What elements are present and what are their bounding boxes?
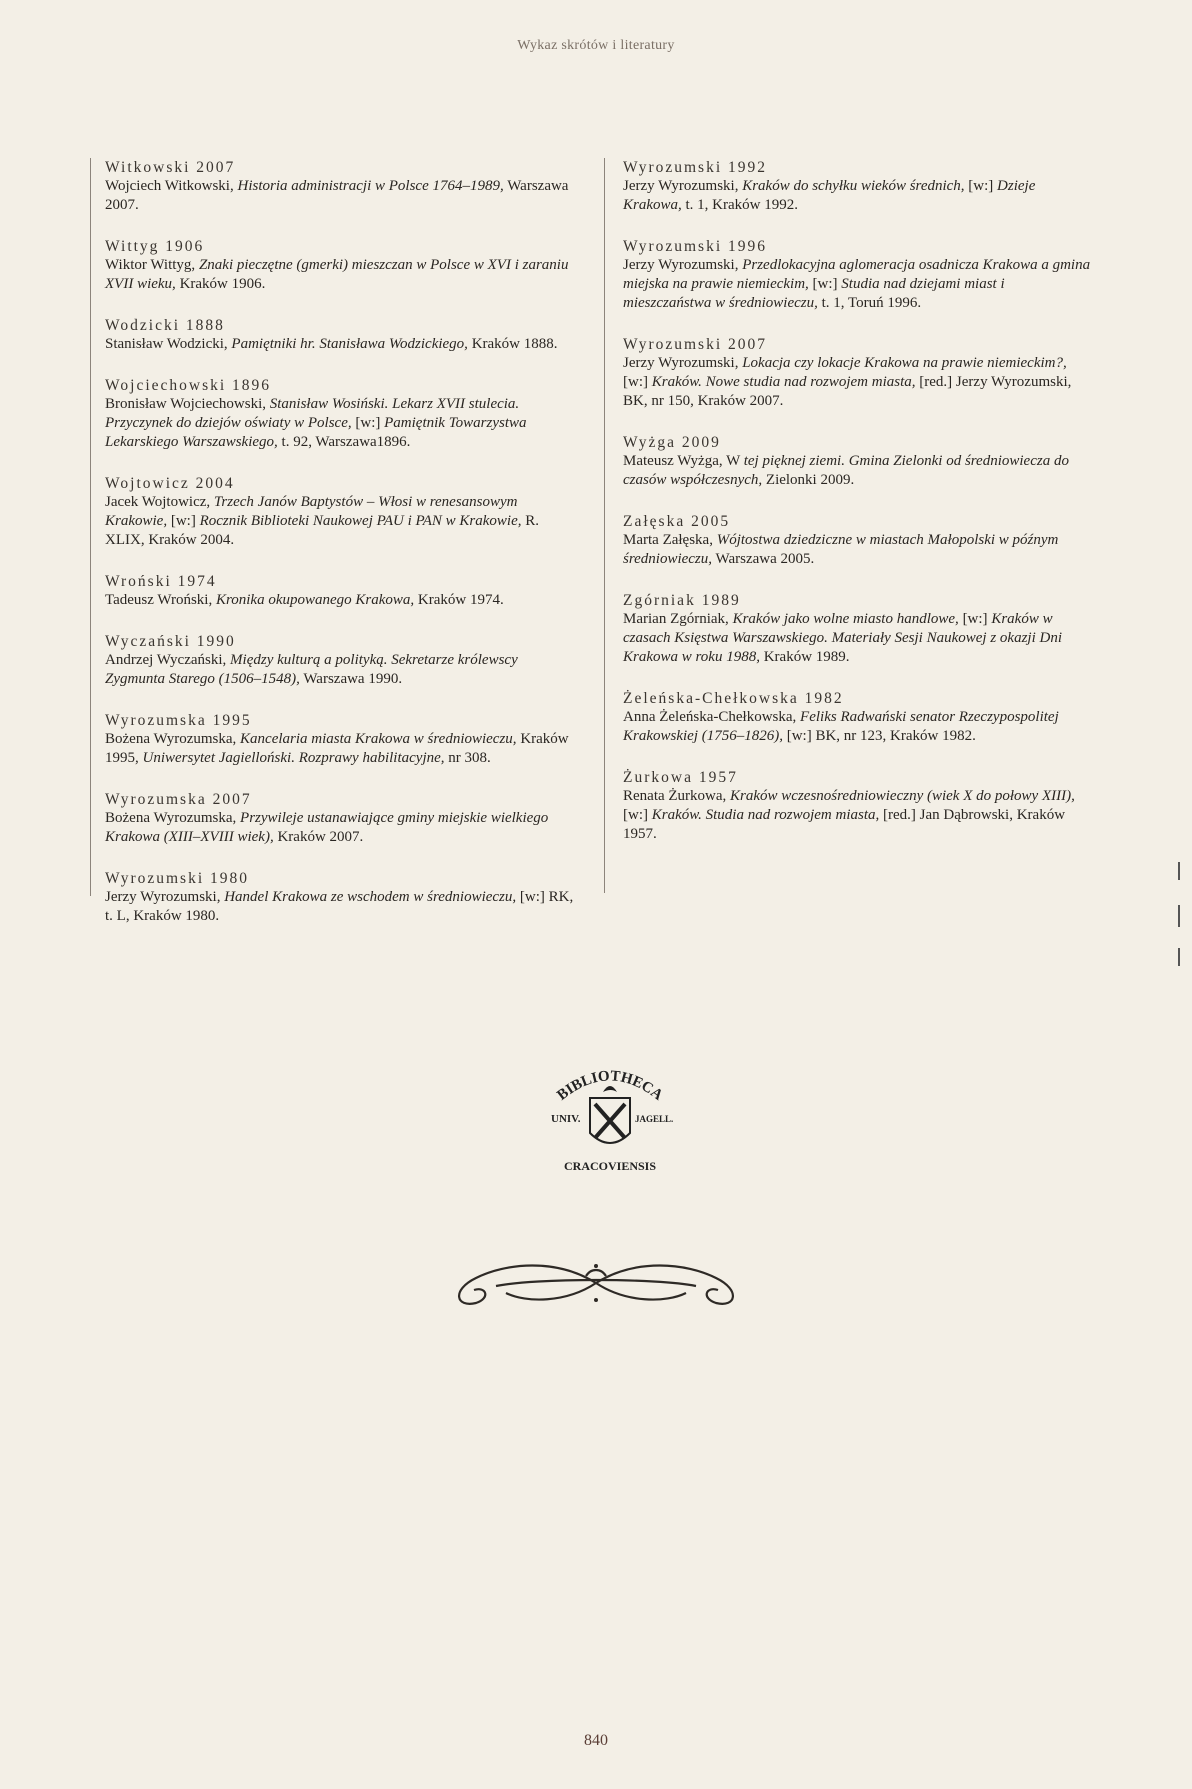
entry-key: Żeleńska-Chełkowska 1982	[623, 690, 844, 707]
bibliography-column-right	[604, 158, 1094, 893]
decorative-flourish	[436, 1248, 756, 1318]
citation-text: Kraków 1974.	[414, 592, 504, 608]
bibliography-entry	[105, 158, 580, 215]
citation-text: Bożena Wyrozumska,	[105, 810, 241, 826]
entry-key: Załęska 2005	[623, 513, 731, 530]
citation-text: [w:]	[958, 611, 992, 627]
citation-title: Przedlokacyjna aglomeracja osadnicza Krakowa a gmina miejska na prawie niemieckim,	[623, 257, 1091, 292]
entry-citation	[623, 256, 1094, 313]
citation-text: Jerzy Wyrozumski,	[105, 889, 225, 905]
bibliography-entry	[105, 869, 580, 926]
citation-text: R. XLIX, Kraków 2004.	[105, 513, 540, 548]
library-stamp	[545, 1058, 675, 1178]
citation-text: Marta Załęska,	[623, 532, 717, 548]
stamp-top-text: BIBLIOTHECA	[554, 1068, 666, 1104]
bibliography-entry	[105, 376, 580, 452]
bibliography-entry	[105, 316, 580, 354]
citation-text: nr 308.	[444, 750, 491, 766]
citation-text: Andrzej Wyczański,	[105, 652, 231, 668]
entry-citation	[623, 708, 1094, 746]
bibliography-entry	[105, 790, 580, 847]
bibliography-entry	[105, 237, 580, 294]
bibliography-entry	[623, 335, 1094, 411]
entry-citation	[105, 888, 580, 926]
entry-key: Wyrozumski 1980	[105, 870, 250, 887]
citation-text: Wiktor Wittyg,	[105, 257, 199, 273]
bibliography-entry	[105, 711, 580, 768]
citation-text: Mateusz Wyżga, W	[623, 453, 744, 469]
entry-key: Zgórniak 1989	[623, 592, 741, 609]
entry-key: Wyrozumski 1992	[623, 159, 768, 176]
citation-text: Jacek Wojtowicz,	[105, 494, 214, 510]
citation-text: Jerzy Wyrozumski,	[623, 355, 743, 371]
citation-text: Bożena Wyrozumska,	[105, 731, 241, 747]
entry-key: Wodzicki 1888	[105, 317, 225, 334]
citation-text: t. 1, Toruń 1996.	[817, 295, 922, 311]
entry-citation	[105, 256, 580, 294]
citation-title: Rocznik Biblioteki Naukowej PAU i PAN w Krakowie,	[199, 513, 522, 529]
bibliography-entry	[623, 512, 1094, 569]
citation-text: [red.] Jerzy Wyrozumski, BK, nr 150, Kraków 2007.	[623, 374, 1072, 409]
citation-text: Stanisław Wodzicki,	[105, 336, 232, 352]
citation-title: Handel Krakowa ze wschodem w średniowieczu,	[224, 889, 517, 905]
bibliography-entry	[105, 632, 580, 689]
citation-text: Zielonki 2009.	[762, 472, 855, 488]
bibliography-entry	[623, 591, 1094, 667]
entry-citation	[623, 452, 1094, 490]
margin-mark	[1178, 862, 1180, 880]
citation-text: Kraków 1888.	[467, 336, 558, 352]
entry-citation	[105, 809, 580, 847]
citation-title: Historia administracji w Polsce 1764–1989,	[237, 178, 504, 194]
citation-title: Kraków wczesnośredniowieczny (wiek X do połowy XIII),	[730, 788, 1075, 804]
entry-key: Wyczański 1990	[105, 633, 236, 650]
citation-text: Bronisław Wojciechowski,	[105, 396, 270, 412]
entry-key: Witkowski 2007	[105, 159, 236, 176]
citation-text: Jerzy Wyrozumski,	[623, 257, 743, 273]
citation-title: Między kulturą a polityką. Sekretarze królewscy Zygmunta Starego (1506–1548),	[105, 652, 518, 687]
entry-key: Wroński 1974	[105, 573, 217, 590]
citation-text: Kraków 1906.	[175, 276, 266, 292]
stamp-bottom-text: CRACOVIENSIS	[563, 1159, 657, 1173]
citation-title: tej pięknej ziemi. Gmina Zielonki od średniowiecza do czasów współczesnych,	[623, 453, 1069, 488]
citation-text: [w:]	[351, 415, 385, 431]
citation-text: Kraków 1995,	[105, 731, 569, 766]
citation-title: Kraków do schyłku wieków średnich,	[742, 178, 965, 194]
citation-text: t. 92, Warszawa1896.	[277, 434, 411, 450]
citation-title: Wójtostwa dziedziczne w miastach Małopolski w późnym średniowieczu,	[623, 532, 1059, 567]
citation-title: Studia nad dziejami miast i mieszczaństwa w średniowieczu,	[623, 276, 1005, 311]
entry-key: Wojciechowski 1896	[105, 377, 272, 394]
stamp-right-text: JAGELL.	[635, 1114, 674, 1124]
bibliography-entry	[623, 433, 1094, 490]
citation-text: Warszawa 2007.	[105, 178, 569, 213]
entry-citation	[623, 531, 1094, 569]
citation-title: Uniwersytet Jagielloński. Rozprawy habilitacyjne,	[142, 750, 445, 766]
citation-text: Anna Żeleńska-Chełkowska,	[623, 709, 801, 725]
bibliography-entry	[623, 158, 1094, 215]
citation-text: Warszawa 2005.	[712, 551, 815, 567]
entry-citation	[105, 177, 580, 215]
entry-citation	[623, 610, 1094, 667]
citation-title: Pamiętniki hr. Stanisława Wodzickiego,	[231, 336, 468, 352]
bibliography-entry	[623, 689, 1094, 746]
citation-text: [w:]	[623, 807, 652, 823]
citation-text: [w:] RK, t. L, Kraków 1980.	[105, 889, 574, 924]
citation-title: Dzieje Krakowa,	[623, 178, 1036, 213]
citation-title: Znaki pieczętne (gmerki) mieszczan w Polsce w XVI i zaraniu XVII wieku,	[105, 257, 569, 292]
bibliography-entry	[623, 237, 1094, 313]
citation-text: [w:] BK, nr 123, Kraków 1982.	[782, 728, 976, 744]
citation-title: Kraków jako wolne miasto handlowe,	[732, 611, 959, 627]
citation-text: Marian Zgórniak,	[623, 611, 733, 627]
entry-citation	[105, 335, 580, 354]
bibliography-entry	[623, 768, 1094, 844]
entry-citation	[105, 730, 580, 768]
entry-key: Wyrozumski 1996	[623, 238, 768, 255]
stamp-left-text: UNIV.	[551, 1113, 581, 1125]
entry-key: Wittyg 1906	[105, 238, 205, 255]
citation-text: Kraków 2007.	[273, 829, 364, 845]
running-head: Wykaz skrótów i literatury	[517, 38, 675, 53]
citation-text: [w:]	[167, 513, 200, 529]
citation-title: Pamiętnik Towarzystwa Lekarskiego Warszawskiego,	[105, 415, 527, 450]
citation-text: Wojciech Witkowski,	[105, 178, 238, 194]
entry-key: Wyrozumski 2007	[623, 336, 768, 353]
entry-citation	[623, 787, 1094, 844]
entry-key: Wojtowicz 2004	[105, 475, 235, 492]
citation-text: Warszawa 1990.	[299, 671, 403, 687]
citation-text: t. 1, Kraków 1992.	[681, 197, 799, 213]
bibliography-column-left	[90, 158, 580, 924]
entry-key: Wyżga 2009	[623, 434, 721, 451]
citation-title: Kraków w czasach Księstwa Warszawskiego. Materiały Sesji Naukowej z okazji Dni Krakowa w roku 1988,	[623, 611, 1063, 665]
citation-text: [w:]	[808, 276, 842, 292]
entry-key: Żurkowa 1957	[623, 769, 738, 786]
citation-text: [w:]	[964, 178, 998, 194]
entry-citation	[105, 493, 580, 550]
citation-text: Kraków 1989.	[759, 649, 850, 665]
citation-title: Kancelaria miasta Krakowa w średniowieczu,	[240, 731, 517, 747]
margin-mark	[1178, 948, 1180, 966]
entry-citation	[623, 177, 1094, 215]
entry-citation	[105, 591, 580, 610]
entry-citation	[105, 651, 580, 689]
margin-mark	[1178, 905, 1180, 927]
citation-text: [red.] Jan Dąbrowski, Kraków 1957.	[623, 807, 1066, 842]
page-number: 840	[584, 1732, 608, 1749]
citation-title: Kraków. Nowe studia nad rozwojem miasta,	[651, 374, 916, 390]
entry-citation	[623, 354, 1094, 411]
citation-title: Kronika okupowanego Krakowa,	[215, 592, 415, 608]
citation-title: Trzech Janów Baptystów – Włosi w renesansowym Krakowie,	[105, 494, 518, 529]
citation-title: Przywileje ustanawiające gminy miejskie wielkiego Krakowa (XIII–XVIII wiek),	[105, 810, 549, 845]
citation-title: Feliks Radwański senator Rzeczypospolitej Krakowskiej (1756–1826),	[623, 709, 1059, 744]
entry-key: Wyrozumska 2007	[105, 791, 252, 808]
citation-text: [w:]	[623, 374, 652, 390]
bibliography-entry	[105, 474, 580, 550]
citation-title: Lokacja czy lokacje Krakowa na prawie niemieckim?,	[742, 355, 1067, 371]
citation-title: Kraków. Studia nad rozwojem miasta,	[651, 807, 880, 823]
citation-text: Tadeusz Wroński,	[105, 592, 216, 608]
entry-key: Wyrozumska 1995	[105, 712, 252, 729]
bibliography-entry	[105, 572, 580, 610]
citation-text: Renata Żurkowa,	[623, 788, 731, 804]
citation-title: Stanisław Wosiński. Lekarz XVII stulecia. Przyczynek do dziejów oświaty w Polsce,	[105, 396, 520, 431]
entry-citation	[105, 395, 580, 452]
citation-text: Jerzy Wyrozumski,	[623, 178, 743, 194]
